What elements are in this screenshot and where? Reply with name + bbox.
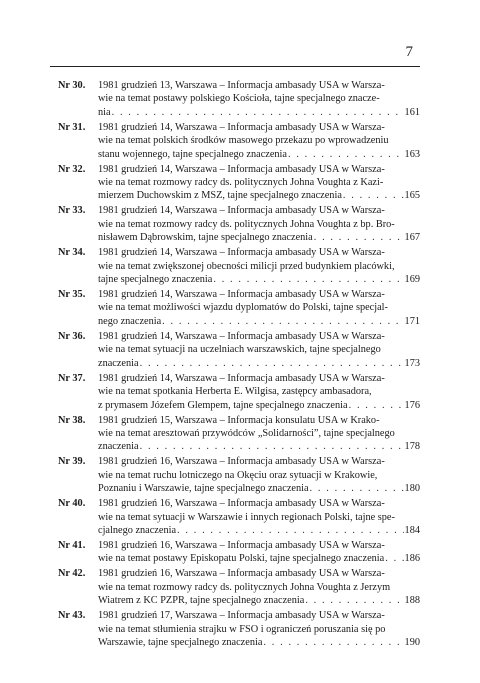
entry-text-line: wie na temat postawy Episkopatu Polski, tajne specjalnego znaczenia [98,553,385,565]
page-number: 7 [405,44,413,60]
entry-number: Nr 32. [58,163,86,175]
entry-text-line: Poznaniu i Warszawie, tajne specjalnego znaczenia [98,483,309,495]
entry-text-line: 1981 grudzień 14, Warszawa – Informacja ambasady USA w Warsza- [98,205,385,217]
entry-text-line: wie na temat sytuacji na uczelniach warszawskich, tajne specjalnego [98,344,381,356]
entry-page-number: 180 [404,483,420,495]
entry-number: Nr 35. [58,289,86,301]
toc-entry [58,609,420,649]
entry-text-line: wie na temat spotkania Herberta E. Wilgisa, zastępcy ambasadora, [98,386,372,398]
entry-text-line: znaczenia [98,441,139,453]
entry-text-line: Wiatrem z KC PZPR, tajne specjalnego znaczenia [98,595,305,607]
entry-number: Nr 33. [58,205,86,217]
dot-leader [140,440,404,453]
entry-text-line: wie na temat możliwości wjazdu dyplomatów do Polski, tajne specjal- [98,302,388,314]
entry-text-line: wie na temat stłumienia strajku w FSO i ograniczeń poruszania się po [98,623,386,635]
entry-text-line: 1981 grudzień 14, Warszawa – Informacja ambasady USA w Warsza- [98,330,385,342]
entry-page-number: 188 [404,595,420,607]
entry-page-number: 176 [404,399,420,411]
entry-number: Nr 40. [58,498,86,510]
toc-entry [58,372,420,412]
entry-text-line: cjalnego znaczenia [98,524,177,536]
dot-leader [343,189,404,202]
entry-page-number: 184 [404,524,420,536]
entry-text-line: wie na temat rozmowy radcy ds. politycznych Johna Voughta z bp. Bro- [98,218,395,230]
entry-number: Nr 39. [58,456,86,468]
entry-text-line: tajne specjalnego znaczenia [98,274,213,286]
dot-leader [305,594,403,607]
entry-page-number: 161 [404,106,420,118]
entry-number: Nr 36. [58,330,86,342]
entry-text-line: wie na temat aresztowań przywódców „Solidarności”, tajne specjalnego [98,427,395,439]
entry-text-line: nego znaczenia [98,315,162,327]
entry-number: Nr 30. [58,80,86,91]
entry-page-number: 171 [404,315,420,327]
entry-text-line: 1981 grudzień 14, Warszawa – Informacja ambasady USA w Warsza- [98,247,385,259]
dot-leader [213,273,403,286]
entry-text-line: 1981 grudzień 16, Warszawa – Informacja ambasady USA w Warsza- [98,498,385,510]
entry-text-line: Warszawie, tajne specjalnego znaczenia [98,636,263,648]
entry-text-line: wie na temat polskich środków masowego przekazu po wprowadzeniu [98,135,389,147]
toc-entry [58,567,420,607]
dot-leader [288,148,404,161]
entry-number: Nr 42. [58,568,86,580]
entry-text-line: wie na temat zwiększonej obecności milicji przed budynkiem placówki, [98,260,395,272]
toc-entry [58,79,420,119]
toc-entry [58,414,420,454]
toc-entry [58,121,420,161]
dot-leader [263,636,403,649]
dot-leader [162,315,403,328]
entry-page-number: 163 [404,148,420,160]
dot-leader [314,231,404,244]
entry-text-line: 1981 grudzień 16, Warszawa – Informacja ambasady USA w Warsza- [98,568,385,580]
entry-text-line: stanu wojennego, tajne specjalnego znaczenia [98,148,287,160]
entry-text-line: wie na temat postawy polskiego Kościoła, tajne specjalnego znacze- [98,93,380,105]
entry-text-line: wie na temat ruchu lotniczego na Okęciu oraz sytuacji w Krakowie, [98,469,378,481]
dot-leader [349,399,404,412]
entry-text-line: z prymasem Józefem Glempem, tajne specjalnego znaczenia [98,399,348,411]
toc-entry [58,163,420,203]
entry-page-number: 178 [404,441,420,453]
entry-text-line: 1981 grudzień 14, Warszawa – Informacja ambasady USA w Warsza- [98,372,385,384]
entry-text-line: 1981 grudzień 14, Warszawa – Informacja ambasady USA w Warsza- [98,163,385,175]
entry-text-line: 1981 grudzień 16, Warszawa – Informacja ambasady USA w Warsza- [98,539,385,551]
toc-entry [58,288,420,328]
entry-page-number: 190 [404,636,420,648]
entry-text-line: 1981 grudzień 14, Warszawa – Informacja ambasady USA w Warsza- [98,289,385,301]
entry-page-number: 169 [404,274,420,286]
toc-entry [58,204,420,244]
header-rule [50,66,420,67]
entry-number: Nr 38. [58,414,86,426]
toc-entry [58,455,420,495]
entry-page-number: 173 [404,357,420,369]
toc-entry [58,330,420,370]
dot-leader [140,357,404,370]
dot-leader [177,524,404,537]
entry-text-line: 1981 grudzień 14, Warszawa – Informacja ambasady USA w Warsza- [98,121,385,133]
entry-number: Nr 43. [58,610,86,622]
table-of-contents [58,79,420,651]
entry-text-line: wie na temat sytuacji w Warszawie i innych regionach Polski, tajne spe- [98,511,395,523]
dot-leader [112,106,404,119]
entry-text-line: nisławem Dąbrowskim, tajne specjalnego znaczenia [98,232,313,244]
entry-text-line: 1981 grudzień 13, Warszawa – Informacja ambasady USA w Warsza- [98,80,385,91]
entry-text-line: wie na temat rozmowy radcy ds. politycznych Johna Voughta z Kazi- [98,177,384,189]
dot-leader [310,482,404,495]
entry-number: Nr 31. [58,121,86,133]
entry-text-line: mierzem Duchowskim z MSZ, tajne specjalnego znaczenia [98,190,342,202]
toc-entry [58,246,420,286]
entry-text-line: 1981 grudzień 15, Warszawa – Informacja konsulatu USA w Krako- [98,414,380,426]
entry-text-line: 1981 grudzień 16, Warszawa – Informacja ambasady USA w Warsza- [98,456,385,468]
entry-number: Nr 37. [58,372,86,384]
entry-page-number: 167 [404,232,420,244]
entry-text-line: wie na temat rozmowy radcy ds. politycznych Johna Voughta z Jerzym [98,581,391,593]
entry-text-line: 1981 grudzień 17, Warszawa – Informacja ambasady USA w Warsza- [98,610,385,622]
entry-number: Nr 34. [58,247,86,259]
toc-entry [58,497,420,537]
toc-entry [58,539,420,566]
entry-text-line: nia [98,106,111,118]
entry-text-line: znaczenia [98,357,139,369]
entry-page-number: 165 [404,190,420,202]
dot-leader [385,552,403,565]
entry-page-number: 186 [404,553,420,565]
entry-number: Nr 41. [58,539,86,551]
